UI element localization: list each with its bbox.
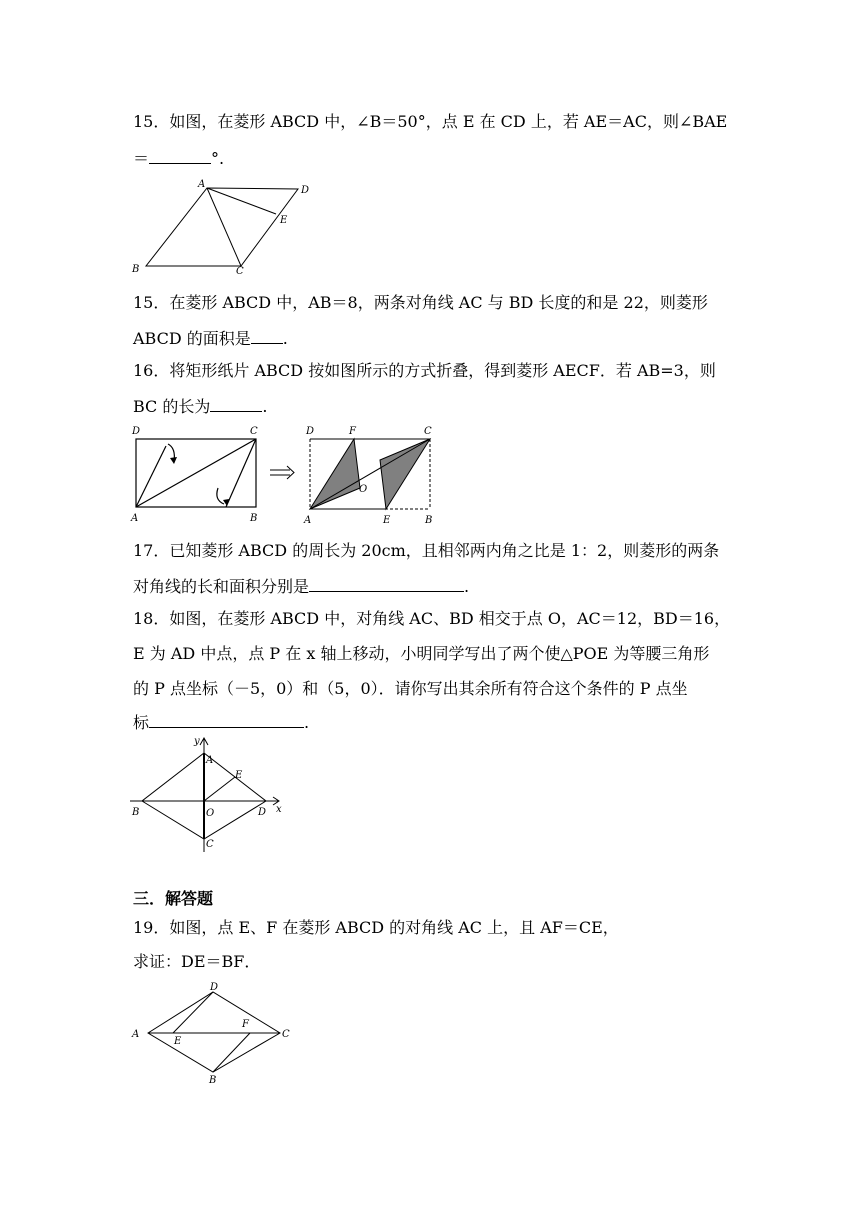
label-B: B bbox=[132, 807, 140, 818]
label-E: E bbox=[280, 215, 288, 226]
arrow-icon bbox=[270, 466, 294, 479]
label-A: A bbox=[132, 1029, 140, 1040]
q15a-line2: ＝ °. bbox=[133, 149, 225, 168]
q18-line1: 18．如图，在菱形 ABCD 中，对角线 AC、BD 相交于点 O，AC＝12，BD＝16， bbox=[133, 609, 731, 628]
label-A: A bbox=[131, 513, 139, 524]
label-D: D bbox=[132, 426, 141, 437]
q15b-line2: ABCD 的面积是 . bbox=[133, 329, 288, 348]
label-C2: C bbox=[424, 426, 432, 437]
q18-figure bbox=[128, 735, 298, 855]
label-B: B bbox=[209, 1075, 217, 1086]
q16-figure bbox=[128, 422, 448, 532]
q18-line2: E 为 AD 中点，点 P 在 x 轴上移动，小明同学写出了两个使△POE 为等腰三角形 bbox=[133, 644, 710, 663]
label-C: C bbox=[206, 839, 214, 850]
label-B: B bbox=[250, 513, 258, 524]
label-D: D bbox=[258, 807, 267, 818]
label-A: A bbox=[206, 755, 214, 766]
label-A: A bbox=[198, 179, 206, 190]
q18-line4: 标 . bbox=[133, 713, 310, 732]
answer-blank bbox=[309, 576, 464, 592]
q15a-line1: 15．如图，在菱形 ABCD 中，∠B＝50°，点 E 在 CD 上，若 AE＝AC，则∠BAE bbox=[133, 112, 728, 131]
label-E: E bbox=[235, 770, 243, 781]
q16-line2: BC 的长为 . bbox=[133, 397, 268, 416]
q15b-line1: 15．在菱形 ABCD 中，AB＝8，两条对角线 AC 与 BD 长度的和是 22，则菱形 bbox=[133, 293, 708, 312]
label-x: x bbox=[276, 804, 282, 815]
q16-line1: 16．将矩形纸片 ABCD 按如图所示的方式折叠，得到菱形 AECF．若 AB=3，则 bbox=[133, 361, 716, 380]
label-O: O bbox=[359, 484, 368, 495]
label-A2: A bbox=[304, 515, 312, 526]
q19-line1: 19．如图，点 E、F 在菱形 ABCD 的对角线 AC 上，且 AF＝CE， bbox=[133, 918, 619, 937]
label-D: D bbox=[301, 185, 310, 196]
label-B2: B bbox=[425, 515, 433, 526]
label-C: C bbox=[236, 266, 244, 277]
q15a-figure bbox=[128, 178, 318, 278]
label-E: E bbox=[174, 1036, 182, 1047]
label-y: y bbox=[194, 736, 200, 747]
section-heading: 三．解答题 bbox=[133, 889, 214, 908]
answer-blank bbox=[149, 712, 304, 728]
q19-line2: 求证：DE＝BF． bbox=[133, 952, 261, 971]
answer-blank bbox=[149, 148, 211, 164]
label-E: E bbox=[383, 515, 391, 526]
q18-line3: 的 P 点坐标（－5，0）和（5，0）．请你写出其余所有符合这个条件的 P 点坐 bbox=[133, 679, 688, 698]
label-D: D bbox=[210, 982, 219, 993]
answer-blank bbox=[251, 328, 283, 344]
label-B: B bbox=[132, 264, 140, 275]
q19-figure bbox=[128, 980, 298, 1090]
answer-blank bbox=[210, 396, 262, 412]
label-C: C bbox=[250, 426, 258, 437]
label-O: O bbox=[206, 808, 215, 819]
label-C: C bbox=[282, 1029, 290, 1040]
q17-line2: 对角线的长和面积分别是 . bbox=[133, 577, 470, 596]
label-F: F bbox=[242, 1019, 249, 1030]
label-D2: D bbox=[306, 426, 315, 437]
q17-line1: 17．已知菱形 ABCD 的周长为 20cm，且相邻两内角之比是 1：2，则菱形的两条 bbox=[133, 541, 720, 560]
label-F: F bbox=[349, 426, 356, 437]
